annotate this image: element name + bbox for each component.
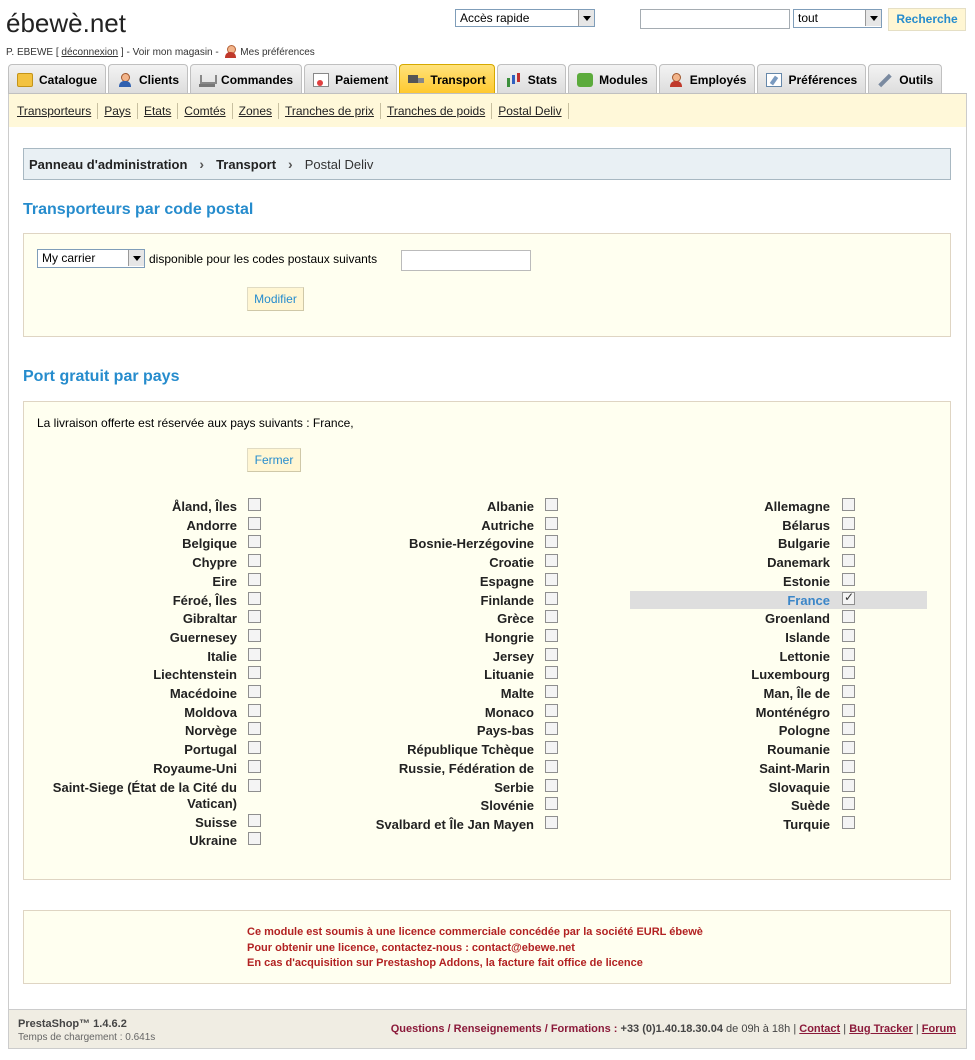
- country-checkbox[interactable]: [842, 797, 855, 810]
- folder-icon: [17, 73, 33, 87]
- employee-icon: [668, 73, 684, 87]
- country-checkbox[interactable]: [248, 517, 261, 530]
- tab-label: Préférences: [788, 72, 858, 87]
- country-label-line: Bélarus: [782, 517, 830, 533]
- country-label: [334, 705, 534, 721]
- version-label: PrestaShop™ 1.4.6.2: [18, 1018, 127, 1030]
- country-label-line: Islande: [785, 629, 830, 645]
- country-label: [334, 742, 534, 758]
- country-label: [334, 518, 534, 534]
- submenu-tranches-prix[interactable]: Tranches de prix: [279, 103, 381, 119]
- country-label-line: Andorre: [186, 517, 237, 533]
- country-label-line: Man, Île de: [763, 686, 830, 701]
- modify-button[interactable]: Modifier: [247, 287, 304, 311]
- country-checkbox[interactable]: [248, 779, 261, 792]
- country-checkbox[interactable]: [545, 517, 558, 530]
- carrier-select[interactable]: [37, 249, 145, 268]
- user-bar: [6, 45, 315, 58]
- country-checkbox[interactable]: [842, 816, 855, 829]
- country-checkbox[interactable]: [248, 666, 261, 679]
- country-label-line: Grèce: [497, 611, 534, 627]
- country-label: [630, 686, 830, 702]
- country-label-line: Malte: [500, 686, 534, 701]
- country-label: [27, 593, 237, 609]
- country-checkbox[interactable]: [248, 629, 261, 642]
- country-checkbox[interactable]: [248, 704, 261, 717]
- country-checkbox[interactable]: [842, 498, 855, 511]
- tab-label: Clients: [139, 72, 180, 87]
- country-label-line: Gibraltar: [182, 611, 237, 627]
- country-label-line: Pologne: [778, 723, 830, 739]
- country-checkbox[interactable]: [842, 685, 855, 698]
- country-label-line: Suède: [790, 798, 830, 814]
- country-label: [27, 686, 237, 702]
- country-checkbox[interactable]: [842, 666, 855, 679]
- country-label: [27, 705, 237, 721]
- country-checkbox[interactable]: [248, 722, 261, 735]
- country-label-line: Féroé, Îles: [172, 592, 237, 608]
- country-label: [27, 742, 237, 758]
- country-label-line: Roumanie: [767, 742, 830, 758]
- postal-panel: [23, 233, 951, 337]
- country-checkbox[interactable]: [545, 722, 558, 735]
- tab-outils[interactable]: [868, 64, 942, 94]
- country-checkbox[interactable]: [545, 610, 558, 623]
- country-checkbox[interactable]: [842, 573, 855, 586]
- country-label: [27, 555, 237, 571]
- country-label-line: Åland, Îles: [171, 499, 237, 514]
- country-label-line: Slovénie: [480, 798, 534, 814]
- tab-label: Paiement: [335, 72, 389, 87]
- load-time: Temps de chargement : 0.641s: [18, 1032, 156, 1043]
- country-label-line: Italie: [207, 648, 237, 664]
- postal-section-title: Transporteurs par code postal: [23, 201, 254, 218]
- country-label: [27, 536, 237, 552]
- country-checkbox[interactable]: [545, 760, 558, 773]
- submenu-pays[interactable]: Pays: [98, 103, 138, 119]
- country-label-line: Portugal: [184, 742, 237, 758]
- country-label-line: Moldova: [184, 704, 237, 720]
- chevron-down-icon: [578, 10, 594, 26]
- search-scope-value: tout: [798, 11, 819, 25]
- country-label-line: Vatican): [187, 795, 237, 811]
- search-scope-select[interactable]: [793, 9, 882, 28]
- tab-clients[interactable]: [108, 64, 188, 94]
- country-label: [334, 499, 534, 515]
- breadcrumb-current: Postal Deliv: [304, 156, 374, 172]
- user-icon: [224, 45, 236, 58]
- country-label-line: Croatie: [489, 555, 534, 571]
- submenu-postal-deliv[interactable]: Postal Deliv: [492, 103, 568, 119]
- bracket-open: [: [55, 47, 59, 58]
- tab-paiement[interactable]: [304, 64, 397, 94]
- country-label: [630, 780, 830, 796]
- breadcrumb-section[interactable]: Transport: [216, 156, 277, 172]
- country-label-line: Norvège: [184, 723, 237, 739]
- country-label: [334, 593, 534, 609]
- logout-link[interactable]: déconnexion: [61, 47, 119, 58]
- license-line: Ce module est soumis à une licence commerciale concédée par la société EURL ébewè: [247, 926, 703, 938]
- tab-catalogue[interactable]: [8, 64, 106, 94]
- main-tabs: [8, 64, 944, 94]
- country-checkbox[interactable]: [545, 535, 558, 548]
- country-label: [27, 833, 237, 849]
- country-label: [27, 499, 237, 515]
- country-label: [334, 536, 534, 552]
- country-label-line: Pays-bas: [476, 723, 534, 739]
- country-label: [630, 536, 830, 552]
- country-checkbox[interactable]: [545, 704, 558, 717]
- transport-submenu: [8, 94, 967, 127]
- country-label-line: Bosnie-Herzégovine: [409, 536, 534, 552]
- country-checkbox[interactable]: [248, 760, 261, 773]
- country-checkbox[interactable]: [545, 797, 558, 810]
- country-label-line: Saint-Siege (État de la Cité du: [52, 779, 237, 795]
- country-label-line: Danemark: [767, 555, 830, 571]
- user-name: P. EBEWE: [6, 47, 54, 58]
- country-label: [630, 518, 830, 534]
- country-label: [27, 630, 237, 646]
- puzzle-icon: [577, 73, 593, 87]
- country-label: [334, 817, 534, 833]
- site-logo[interactable]: ébewè.net: [6, 8, 126, 38]
- country-label-line: Belgique: [182, 536, 237, 552]
- tab-label: Transport: [430, 72, 486, 87]
- country-checkbox[interactable]: [842, 610, 855, 623]
- free-shipping-title: Port gratuit par pays: [23, 368, 180, 385]
- submenu-transporteurs[interactable]: Transporteurs: [11, 103, 98, 119]
- preferences-icon: [766, 73, 782, 87]
- questions-label: Questions / Renseignements / Formations :: [390, 1023, 618, 1035]
- country-checkbox[interactable]: [545, 779, 558, 792]
- country-label: [630, 555, 830, 571]
- country-checkbox[interactable]: [842, 629, 855, 642]
- country-checkbox[interactable]: [248, 741, 261, 754]
- forum-link[interactable]: Forum: [921, 1023, 956, 1035]
- country-label-line: Turquie: [783, 816, 830, 832]
- free-shipping-intro: La livraison offerte est réservée aux pays suivants : France,: [37, 416, 354, 430]
- country-label: [630, 649, 830, 665]
- country-label-line: Russie, Fédération de: [398, 760, 534, 776]
- country-checkbox[interactable]: [842, 741, 855, 754]
- carrier-value: My carrier: [42, 251, 96, 265]
- country-label: [630, 611, 830, 627]
- stats-icon: [506, 73, 522, 87]
- country-label-line: Eire: [212, 573, 237, 589]
- country-checkbox[interactable]: [545, 498, 558, 511]
- country-label-line: Estonie: [783, 573, 830, 589]
- country-label-line: Slovaquie: [768, 779, 830, 795]
- country-label: [630, 761, 830, 777]
- country-label-line: Ukraine: [189, 833, 237, 849]
- tab-transport[interactable]: [399, 64, 494, 94]
- country-checkbox[interactable]: [248, 535, 261, 548]
- chevron-down-icon: [128, 250, 144, 266]
- postal-codes-input[interactable]: [401, 250, 531, 271]
- country-label-line: Serbie: [494, 779, 534, 795]
- breadcrumb: [23, 148, 951, 180]
- country-label-line: Svalbard et Île Jan Mayen: [375, 816, 534, 832]
- country-label: [334, 630, 534, 646]
- country-label-line: République Tchèque: [407, 742, 534, 758]
- country-label: [334, 780, 534, 796]
- country-checkbox[interactable]: [545, 554, 558, 567]
- country-label: [334, 686, 534, 702]
- country-label: [334, 649, 534, 665]
- country-label-line: Monténégro: [755, 704, 830, 720]
- chevron-down-icon: [865, 10, 881, 26]
- country-label: [27, 815, 237, 831]
- country-label: [27, 723, 237, 739]
- submenu-tranches-poids[interactable]: Tranches de poids: [381, 103, 492, 119]
- country-label: [630, 667, 830, 683]
- contact-link[interactable]: Contact: [799, 1023, 841, 1035]
- country-label: [334, 798, 534, 814]
- country-checkbox[interactable]: [248, 573, 261, 586]
- cart-icon: [199, 73, 215, 87]
- tab-label: Stats: [527, 72, 558, 87]
- phone-number: +33 (0)1.40.18.30.04: [620, 1023, 723, 1035]
- tab-label: Outils: [899, 72, 934, 87]
- country-label: [334, 555, 534, 571]
- country-label-line: Lettonie: [779, 648, 830, 664]
- country-checkbox[interactable]: [842, 535, 855, 548]
- country-label: [27, 667, 237, 683]
- opening-hours: de 09h à 18h: [726, 1023, 791, 1035]
- country-label-line: Royaume-Uni: [153, 760, 237, 776]
- country-label-line: Chypre: [192, 555, 237, 571]
- country-checkbox[interactable]: [248, 814, 261, 827]
- country-label: [27, 780, 237, 812]
- quick-access-select[interactable]: [455, 9, 595, 27]
- country-label-line: Albanie: [487, 499, 534, 514]
- country-label: [630, 574, 830, 590]
- country-label: [334, 761, 534, 777]
- country-label: [630, 593, 830, 609]
- country-label-line: Finlande: [480, 592, 534, 608]
- country-label-line: Hongrie: [484, 629, 534, 645]
- wrench-icon: [877, 73, 893, 87]
- tab-label: Modules: [599, 72, 648, 87]
- country-label: [27, 574, 237, 590]
- country-checkbox[interactable]: [545, 816, 558, 829]
- country-label: [630, 630, 830, 646]
- quick-access-value: Accès rapide: [460, 11, 530, 25]
- country-label-line: Saint-Marin: [759, 760, 830, 776]
- country-checkbox[interactable]: [545, 666, 558, 679]
- submenu-zones[interactable]: Zones: [233, 103, 279, 119]
- country-label-line: Guernesey: [169, 629, 237, 645]
- chevron-right-icon: ›: [199, 156, 205, 172]
- customers-icon: [117, 73, 133, 87]
- footer-links: Questions / Renseignements / Formations : +33 (0)1.40.18.30.04 de 09h à 18h | Contact | Bug Tracker | Forum: [390, 1023, 956, 1035]
- chevron-right-icon: ›: [288, 156, 293, 172]
- tab-label: Employés: [689, 72, 747, 87]
- country-checkbox[interactable]: [248, 685, 261, 698]
- country-label-line: Groenland: [764, 611, 830, 627]
- country-checkbox[interactable]: [842, 704, 855, 717]
- country-label: [630, 723, 830, 739]
- submenu-etats[interactable]: Etats: [138, 103, 178, 119]
- country-checkbox[interactable]: [248, 648, 261, 661]
- country-checkbox[interactable]: [248, 592, 261, 605]
- country-checkbox[interactable]: [842, 554, 855, 567]
- country-checkbox[interactable]: [842, 722, 855, 735]
- country-label: [334, 574, 534, 590]
- country-label: [27, 611, 237, 627]
- country-checkbox[interactable]: [545, 741, 558, 754]
- license-line: En cas d'acquisition sur Prestashop Addons, la facture fait office de licence: [247, 957, 643, 969]
- country-label: [630, 798, 830, 814]
- country-checkbox[interactable]: [248, 554, 261, 567]
- search-input[interactable]: [640, 9, 790, 29]
- country-label-line: Lituanie: [484, 667, 534, 683]
- license-line: Pour obtenir une licence, contactez-nous : contact@ebewe.net: [247, 941, 575, 954]
- country-checkbox[interactable]: [842, 760, 855, 773]
- payment-icon: [313, 73, 329, 87]
- bracket-close: ]: [120, 47, 124, 58]
- country-label: [27, 761, 237, 777]
- country-label-line: Autriche: [481, 517, 534, 533]
- tab-preferences[interactable]: [757, 64, 866, 94]
- country-checkbox[interactable]: [545, 629, 558, 642]
- submenu-comtes[interactable]: Comtés: [178, 103, 232, 119]
- close-button[interactable]: Fermer: [247, 448, 301, 472]
- country-label-line: France: [787, 592, 830, 608]
- tab-commandes[interactable]: [190, 64, 302, 94]
- tab-stats[interactable]: [497, 64, 566, 94]
- country-checkbox[interactable]: [248, 498, 261, 511]
- country-checkbox[interactable]: [545, 592, 558, 605]
- country-checkbox[interactable]: [842, 779, 855, 792]
- country-label: [334, 667, 534, 683]
- country-checkbox[interactable]: [545, 648, 558, 661]
- country-checkbox[interactable]: [248, 610, 261, 623]
- breadcrumb-root[interactable]: Panneau d'administration: [29, 156, 188, 172]
- country-checkbox[interactable]: [545, 573, 558, 586]
- country-checkbox[interactable]: [545, 685, 558, 698]
- tab-employes[interactable]: [659, 64, 756, 94]
- country-label: [334, 611, 534, 627]
- country-label-line: Luxembourg: [751, 667, 830, 683]
- country-label: [630, 742, 830, 758]
- country-label-line: Bulgarie: [777, 536, 830, 552]
- country-label: [630, 705, 830, 721]
- country-label: [630, 817, 830, 833]
- country-checkbox[interactable]: [842, 648, 855, 661]
- tab-modules[interactable]: [568, 64, 657, 94]
- tab-label: Catalogue: [39, 72, 98, 87]
- license-notice: [247, 925, 703, 972]
- country-label-line: Monaco: [484, 704, 534, 720]
- bug-tracker-link[interactable]: Bug Tracker: [849, 1023, 913, 1035]
- country-label: [630, 499, 830, 515]
- country-label-line: Espagne: [479, 573, 534, 589]
- country-label-line: Macédoine: [169, 686, 237, 701]
- view-shop-link[interactable]: - Voir mon magasin -: [126, 47, 219, 58]
- country-label: [27, 518, 237, 534]
- truck-icon: [408, 73, 424, 87]
- country-checkbox[interactable]: [248, 832, 261, 845]
- tab-label: Commandes: [221, 72, 294, 87]
- country-checkbox[interactable]: [842, 517, 855, 530]
- country-label-line: Allemagne: [764, 499, 830, 514]
- country-label-line: Jersey: [492, 648, 534, 664]
- my-preferences-link[interactable]: Mes préférences: [240, 47, 315, 58]
- available-label: disponible pour les codes postaux suivants: [149, 252, 378, 266]
- country-checkbox[interactable]: [842, 592, 855, 605]
- search-button[interactable]: Recherche: [888, 8, 966, 31]
- country-label-line: Liechtenstein: [153, 667, 237, 683]
- country-label: [27, 649, 237, 665]
- country-label-line: Suisse: [195, 814, 237, 830]
- country-label: [334, 723, 534, 739]
